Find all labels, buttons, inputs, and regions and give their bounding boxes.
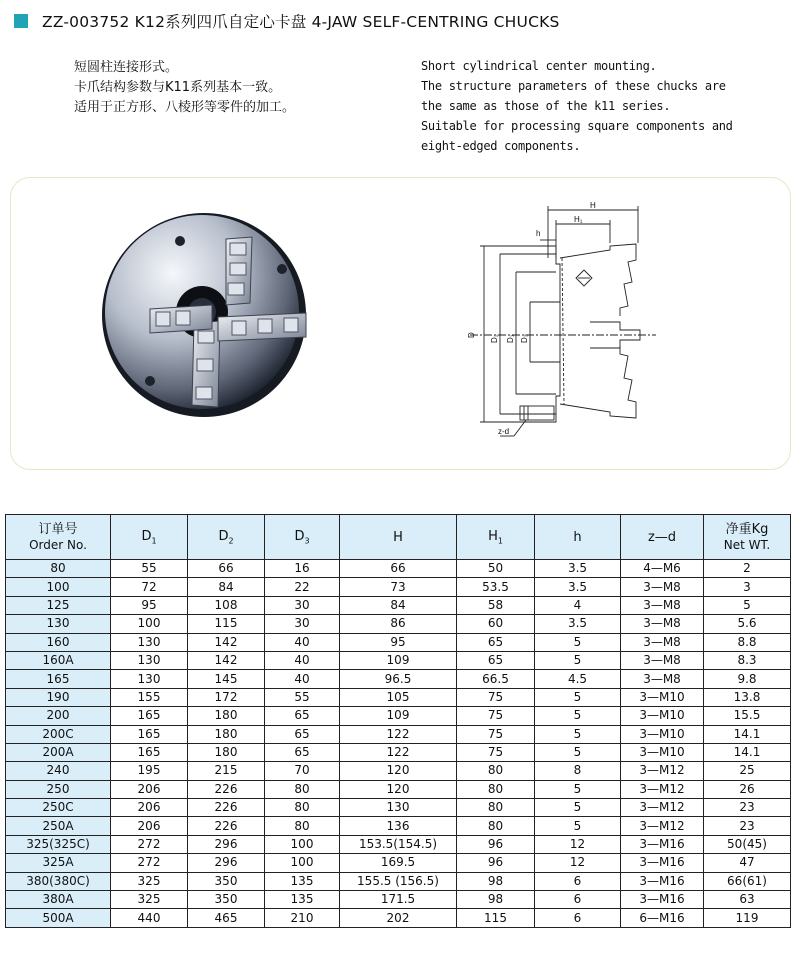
table-cell: 4.5 <box>535 670 621 688</box>
order-no-cell: 380A <box>6 891 111 909</box>
table-cell: 142 <box>188 651 265 669</box>
table-cell: 172 <box>188 688 265 706</box>
table-cell: 5 <box>535 743 621 761</box>
table-cell: 155.5 (156.5) <box>340 872 457 890</box>
table-cell: 226 <box>188 780 265 798</box>
table-cell: 136 <box>340 817 457 835</box>
table-cell: 96.5 <box>340 670 457 688</box>
table-row <box>6 909 791 927</box>
table-cell: 3—M16 <box>621 854 704 872</box>
cn-line-3: 适用于正方形、八棱形等零件的加工。 <box>74 100 296 115</box>
table-cell: 14.1 <box>704 743 791 761</box>
table-row <box>6 780 791 798</box>
order-no-cell: 325(325C) <box>6 835 111 853</box>
header-order-no: 订单号 Order No. <box>6 515 111 560</box>
cn-line-1: 短圆柱连接形式。 <box>74 60 179 75</box>
table-cell: 30 <box>265 615 340 633</box>
table-cell: 86 <box>340 615 457 633</box>
table-cell: 5 <box>535 651 621 669</box>
table-cell: 100 <box>265 835 340 853</box>
table-cell: 53.5 <box>457 578 535 596</box>
table-cell: 65 <box>457 633 535 651</box>
table-cell: 202 <box>340 909 457 927</box>
table-row <box>6 854 791 872</box>
en-line-3: Suitable for processing square components and eight-edged components. <box>421 119 733 153</box>
table-cell: 142 <box>188 633 265 651</box>
table-cell: 296 <box>188 854 265 872</box>
table-cell: 165 <box>111 707 188 725</box>
chuck-photo <box>100 211 310 421</box>
table-cell: 12 <box>535 854 621 872</box>
table-cell: 3—M12 <box>621 762 704 780</box>
header-h: h <box>535 515 621 560</box>
header-zd: z—d <box>621 515 704 560</box>
table-cell: 3—M16 <box>621 891 704 909</box>
table-cell: 135 <box>265 872 340 890</box>
order-no-cell: 240 <box>6 762 111 780</box>
table-cell: 12 <box>535 835 621 853</box>
header-H: H <box>340 515 457 560</box>
table-cell: 65 <box>265 743 340 761</box>
table-cell: 115 <box>457 909 535 927</box>
table-cell: 130 <box>111 651 188 669</box>
table-cell: 195 <box>111 762 188 780</box>
table-row <box>6 670 791 688</box>
title-row <box>14 10 560 32</box>
table-cell: 100 <box>111 615 188 633</box>
table-cell: 325 <box>111 872 188 890</box>
table-cell: 75 <box>457 688 535 706</box>
order-no-cell: 250A <box>6 817 111 835</box>
table-cell: 3—M12 <box>621 817 704 835</box>
label-D3: D₃ <box>520 333 529 343</box>
table-cell: 80 <box>457 799 535 817</box>
table-cell: 66(61) <box>704 872 791 890</box>
table-cell: 3—M10 <box>621 707 704 725</box>
table-cell: 3—M12 <box>621 799 704 817</box>
table-cell: 180 <box>188 743 265 761</box>
table-cell: 14.1 <box>704 725 791 743</box>
table-cell: 8.3 <box>704 651 791 669</box>
header-d3: $D_3$ <box>265 515 340 560</box>
table-cell: 30 <box>265 596 340 614</box>
table-cell: 80 <box>457 780 535 798</box>
table-cell: 130 <box>111 633 188 651</box>
chinese-description <box>74 58 295 118</box>
table-cell: 75 <box>457 725 535 743</box>
table-cell: 180 <box>188 725 265 743</box>
table-cell: 26 <box>704 780 791 798</box>
table-cell: 119 <box>704 909 791 927</box>
table-cell: 171.5 <box>340 891 457 909</box>
table-cell: 80 <box>457 817 535 835</box>
table-cell: 130 <box>340 799 457 817</box>
table-cell: 5.6 <box>704 615 791 633</box>
table-cell: 5 <box>535 707 621 725</box>
order-no-cell: 80 <box>6 560 111 578</box>
order-no-cell: 325A <box>6 854 111 872</box>
table-row <box>6 596 791 614</box>
table-cell: 95 <box>340 633 457 651</box>
table-cell: 8.8 <box>704 633 791 651</box>
table-cell: 40 <box>265 633 340 651</box>
order-no-cell: 130 <box>6 615 111 633</box>
table-cell: 2 <box>704 560 791 578</box>
table-cell: 98 <box>457 872 535 890</box>
table-cell: 3—M12 <box>621 780 704 798</box>
table-cell: 23 <box>704 817 791 835</box>
table-cell: 47 <box>704 854 791 872</box>
label-h: h <box>536 229 541 238</box>
table-cell: 325 <box>111 891 188 909</box>
order-no-cell: 380(380C) <box>6 872 111 890</box>
table-row <box>6 872 791 890</box>
table-cell: 206 <box>111 780 188 798</box>
table-cell: 55 <box>111 560 188 578</box>
table-cell: 6 <box>535 872 621 890</box>
table-cell: 3—M10 <box>621 688 704 706</box>
table-body <box>6 560 791 928</box>
order-no-cell: 200 <box>6 707 111 725</box>
table-row <box>6 891 791 909</box>
label-D2: D₂ <box>490 334 499 343</box>
table-row <box>6 578 791 596</box>
table-cell: 13.8 <box>704 688 791 706</box>
table-cell: 4—M6 <box>621 560 704 578</box>
table-cell: 23 <box>704 799 791 817</box>
order-no-cell: 100 <box>6 578 111 596</box>
table-row <box>6 725 791 743</box>
order-no-cell: 250 <box>6 780 111 798</box>
table-cell: 5 <box>535 817 621 835</box>
table-row <box>6 762 791 780</box>
table-cell: 350 <box>188 872 265 890</box>
table-cell: 155 <box>111 688 188 706</box>
table-cell: 153.5(154.5) <box>340 835 457 853</box>
table-cell: 22 <box>265 578 340 596</box>
table-cell: 50 <box>457 560 535 578</box>
table-cell: 465 <box>188 909 265 927</box>
table-cell: 165 <box>111 743 188 761</box>
order-no-cell: 500A <box>6 909 111 927</box>
table-cell: 80 <box>265 799 340 817</box>
table-row <box>6 817 791 835</box>
table-cell: 5 <box>704 596 791 614</box>
table-cell: 16 <box>265 560 340 578</box>
table-cell: 25 <box>704 762 791 780</box>
order-no-cell: 160A <box>6 651 111 669</box>
table-cell: 122 <box>340 743 457 761</box>
table-cell: 135 <box>265 891 340 909</box>
table-cell: 120 <box>340 762 457 780</box>
en-line-1: Short cylindrical center mounting. <box>421 59 657 73</box>
table-cell: 3—M16 <box>621 872 704 890</box>
table-cell: 3—M16 <box>621 835 704 853</box>
table-cell: 180 <box>188 707 265 725</box>
table-row <box>6 743 791 761</box>
table-cell: 40 <box>265 651 340 669</box>
order-no-cell: 125 <box>6 596 111 614</box>
table-cell: 84 <box>340 596 457 614</box>
table-cell: 3 <box>704 578 791 596</box>
table-cell: 272 <box>111 854 188 872</box>
table-cell: 440 <box>111 909 188 927</box>
table-cell: 58 <box>457 596 535 614</box>
table-cell: 206 <box>111 817 188 835</box>
table-cell: 3—M10 <box>621 725 704 743</box>
table-cell: 3.5 <box>535 560 621 578</box>
table-cell: 66 <box>188 560 265 578</box>
table-cell: 100 <box>265 854 340 872</box>
dimension-drawing <box>460 198 660 458</box>
table-cell: 3—M8 <box>621 615 704 633</box>
table-row <box>6 835 791 853</box>
table-cell: 63 <box>704 891 791 909</box>
table-cell: 55 <box>265 688 340 706</box>
table-cell: 65 <box>265 707 340 725</box>
order-no-cell: 160 <box>6 633 111 651</box>
table-row <box>6 799 791 817</box>
table-cell: 350 <box>188 891 265 909</box>
table-cell: 9.8 <box>704 670 791 688</box>
page-title: ZZ-003752 K12系列四爪自定心卡盘 4-JAW SELF-CENTRING CHUCKS <box>42 13 560 31</box>
table-cell: 3—M8 <box>621 651 704 669</box>
english-description <box>421 56 751 156</box>
table-cell: 8 <box>535 762 621 780</box>
table-cell: 66.5 <box>457 670 535 688</box>
label-zd: z-d <box>498 427 510 436</box>
table-cell: 15.5 <box>704 707 791 725</box>
table-cell: 3—M8 <box>621 670 704 688</box>
spec-table <box>5 514 791 928</box>
table-cell: 3.5 <box>535 615 621 633</box>
table-cell: 3—M10 <box>621 743 704 761</box>
table-cell: 50(45) <box>704 835 791 853</box>
table-cell: 210 <box>265 909 340 927</box>
order-no-cell: 165 <box>6 670 111 688</box>
table-cell: 80 <box>265 817 340 835</box>
table-cell: 120 <box>340 780 457 798</box>
table-cell: 75 <box>457 743 535 761</box>
table-cell: 65 <box>457 651 535 669</box>
en-line-2: The structure parameters of these chucks are the same as those of the k11 series. <box>421 79 726 113</box>
table-row <box>6 651 791 669</box>
table-cell: 98 <box>457 891 535 909</box>
table-row <box>6 633 791 651</box>
table-cell: 65 <box>265 725 340 743</box>
table-cell: 6—M16 <box>621 909 704 927</box>
table-cell: 108 <box>188 596 265 614</box>
table-cell: 6 <box>535 909 621 927</box>
table-cell: 80 <box>265 780 340 798</box>
table-cell: 3.5 <box>535 578 621 596</box>
cn-line-2: 卡爪结构参数与K11系列基本一致。 <box>74 80 282 95</box>
table-cell: 84 <box>188 578 265 596</box>
order-no-cell: 200A <box>6 743 111 761</box>
table-row <box>6 615 791 633</box>
label-H: H <box>590 201 596 210</box>
table-cell: 206 <box>111 799 188 817</box>
table-cell: 95 <box>111 596 188 614</box>
header-d2: $D_2$ <box>188 515 265 560</box>
table-cell: 66 <box>340 560 457 578</box>
table-cell: 3—M8 <box>621 596 704 614</box>
table-cell: 96 <box>457 854 535 872</box>
table-cell: 226 <box>188 799 265 817</box>
header-net-weight: 净重Kg Net WT. <box>704 515 791 560</box>
label-D1: D₁ <box>506 334 515 343</box>
table-row <box>6 707 791 725</box>
table-row <box>6 688 791 706</box>
table-cell: 105 <box>340 688 457 706</box>
table-cell: 3—M8 <box>621 633 704 651</box>
table-cell: 80 <box>457 762 535 780</box>
table-cell: 109 <box>340 707 457 725</box>
table-cell: 169.5 <box>340 854 457 872</box>
table-cell: 296 <box>188 835 265 853</box>
order-no-cell: 200C <box>6 725 111 743</box>
table-cell: 215 <box>188 762 265 780</box>
table-header-row <box>6 515 791 560</box>
table-cell: 5 <box>535 780 621 798</box>
table-cell: 115 <box>188 615 265 633</box>
header-d1: $D_1$ <box>111 515 188 560</box>
table-cell: 122 <box>340 725 457 743</box>
table-cell: 130 <box>111 670 188 688</box>
table-cell: 5 <box>535 799 621 817</box>
table-cell: 272 <box>111 835 188 853</box>
table-cell: 226 <box>188 817 265 835</box>
table-cell: 60 <box>457 615 535 633</box>
table-cell: 72 <box>111 578 188 596</box>
table-cell: 4 <box>535 596 621 614</box>
table-row <box>6 560 791 578</box>
table-cell: 3—M8 <box>621 578 704 596</box>
table-cell: 109 <box>340 651 457 669</box>
table-cell: 73 <box>340 578 457 596</box>
table-cell: 165 <box>111 725 188 743</box>
order-no-cell: 190 <box>6 688 111 706</box>
label-D: D <box>467 332 476 338</box>
label-H1: H₁ <box>574 215 583 224</box>
table-cell: 75 <box>457 707 535 725</box>
table-cell: 40 <box>265 670 340 688</box>
table-cell: 5 <box>535 688 621 706</box>
table-cell: 70 <box>265 762 340 780</box>
table-cell: 5 <box>535 633 621 651</box>
table-cell: 145 <box>188 670 265 688</box>
table-cell: 6 <box>535 891 621 909</box>
header-H1: $H_1$ <box>457 515 535 560</box>
title-marker <box>14 14 28 28</box>
order-no-cell: 250C <box>6 799 111 817</box>
table-cell: 5 <box>535 725 621 743</box>
table-cell: 96 <box>457 835 535 853</box>
